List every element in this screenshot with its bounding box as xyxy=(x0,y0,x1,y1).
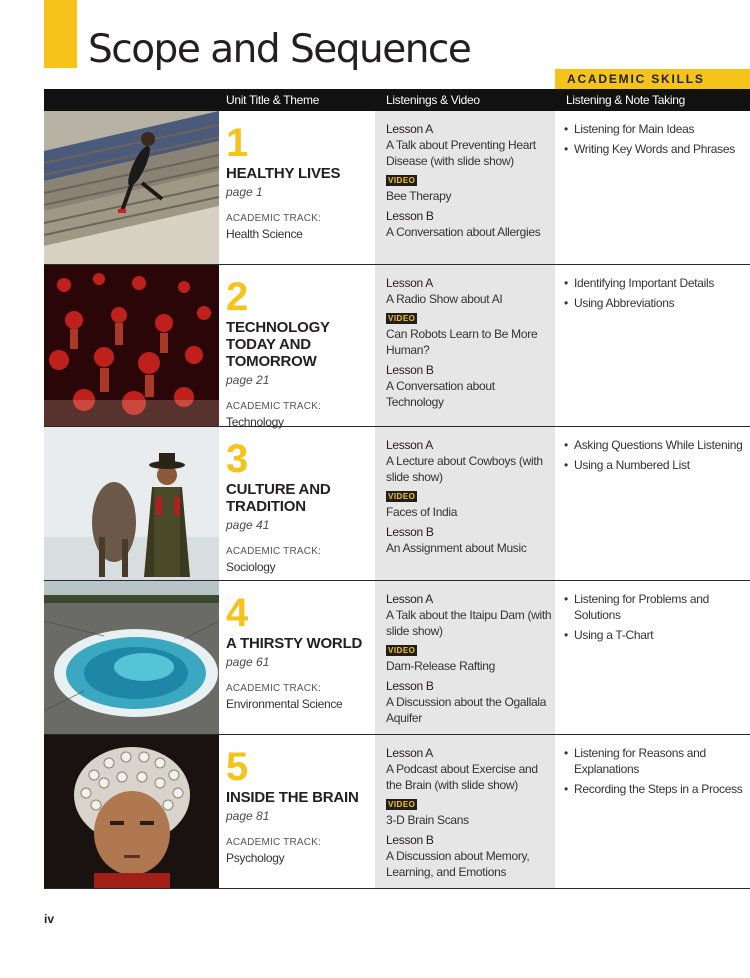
video-tag: VIDEO xyxy=(388,800,416,809)
lesson-b-text: A Discussion about the Ogallala Aquifer xyxy=(386,695,547,725)
unit-page-link[interactable]: page 61 xyxy=(226,655,270,669)
unit-4-skills xyxy=(564,581,744,647)
unit-number: 2 xyxy=(226,275,249,319)
unit-1-photo xyxy=(44,111,219,264)
unit-number: 4 xyxy=(226,591,249,635)
lesson-a-text: A Radio Show about AI xyxy=(386,292,503,306)
column-header-skills: Listening & Note Taking xyxy=(566,93,685,107)
lesson-b-heading: Lesson B xyxy=(386,363,434,377)
unit-2-listenings xyxy=(375,265,555,426)
unit-2-photo xyxy=(44,265,219,426)
video-title: 3-D Brain Scans xyxy=(386,813,469,827)
unit-page-link[interactable]: page 1 xyxy=(226,185,263,199)
lesson-b-text: An Assignment about Music xyxy=(386,541,527,555)
column-header-listening: Listenings & Video xyxy=(386,93,480,107)
lesson-b-text: A Conversation about Technology xyxy=(386,379,495,409)
lesson-a-heading: Lesson A xyxy=(386,438,433,452)
unit-row-5 xyxy=(44,735,750,889)
unit-row-3 xyxy=(44,427,750,581)
academic-track-label: ACADEMIC TRACK: xyxy=(226,546,322,557)
unit-3-skills xyxy=(564,427,744,477)
skill-item: • Listening for Reasons and Explanations xyxy=(564,746,706,776)
lesson-a-heading: Lesson A xyxy=(386,276,433,290)
video-tag: VIDEO xyxy=(388,176,416,185)
academic-track-label: ACADEMIC TRACK: xyxy=(226,213,322,224)
table-header xyxy=(44,89,750,111)
skill-item: • Using Abbreviations xyxy=(564,296,675,310)
lesson-b-heading: Lesson B xyxy=(386,679,434,693)
page-title: Scope and Sequence xyxy=(88,27,471,72)
video-title: Can Robots Learn to Be More Human? xyxy=(386,327,538,357)
skill-item: • Writing Key Words and Phrases xyxy=(564,142,735,156)
video-title: Bee Therapy xyxy=(386,189,452,203)
unit-title: TECHNOLOGY TODAY AND TOMORROW xyxy=(226,319,330,370)
video-title: Dam-Release Rafting xyxy=(386,659,496,673)
unit-1-skills xyxy=(564,111,744,161)
title-accent-bar xyxy=(44,0,77,68)
skill-item: • Identifying Important Details xyxy=(564,276,715,290)
video-tag: VIDEO xyxy=(388,492,416,501)
academic-track-label: ACADEMIC TRACK: xyxy=(226,401,322,412)
skill-item: • Recording the Steps in a Process xyxy=(564,782,743,796)
skill-item: • Asking Questions While Listening xyxy=(564,438,743,452)
unit-row-1 xyxy=(44,111,750,265)
unit-3-listenings xyxy=(375,427,555,580)
unit-row-4 xyxy=(44,581,750,735)
lesson-b-text: A Discussion about Memory, Learning, and Emotions xyxy=(386,849,530,879)
unit-2-skills xyxy=(564,265,744,315)
academic-track-label: ACADEMIC TRACK: xyxy=(226,683,322,694)
video-tag: VIDEO xyxy=(388,314,416,323)
academic-track-value: Environmental Science xyxy=(226,697,343,711)
unit-number: 3 xyxy=(226,437,249,481)
unit-title: CULTURE AND TRADITION xyxy=(226,481,331,515)
unit-5-photo xyxy=(44,735,219,888)
unit-1-listenings xyxy=(375,111,555,264)
unit-page-link[interactable]: page 41 xyxy=(226,518,270,532)
video-tag: VIDEO xyxy=(388,646,416,655)
unit-5-listenings xyxy=(375,735,555,888)
lesson-b-heading: Lesson B xyxy=(386,209,434,223)
unit-4-listenings xyxy=(375,581,555,734)
column-header-unit: Unit Title & Theme xyxy=(226,93,320,107)
page-number: iv xyxy=(44,912,55,926)
unit-page-link[interactable]: page 81 xyxy=(226,809,270,823)
lesson-a-text: A Talk about the Itaipu Dam (with slide show) xyxy=(386,608,552,638)
unit-4-photo xyxy=(44,581,219,734)
unit-3-photo xyxy=(44,427,219,580)
lesson-a-heading: Lesson A xyxy=(386,746,433,760)
lesson-a-heading: Lesson A xyxy=(386,592,433,606)
unit-number: 5 xyxy=(226,745,249,789)
unit-number: 1 xyxy=(226,121,249,165)
academic-skills-banner: ACADEMIC SKILLS xyxy=(555,69,750,89)
skill-item: • Using a T-Chart xyxy=(564,628,654,642)
unit-5-skills xyxy=(564,735,744,801)
lesson-a-heading: Lesson A xyxy=(386,122,433,136)
skill-item: • Listening for Problems and Solutions xyxy=(564,592,709,622)
academic-track-value: Health Science xyxy=(226,227,303,241)
academic-track-value: Psychology xyxy=(226,851,285,865)
unit-title: HEALTHY LIVES xyxy=(226,165,341,182)
academic-track-value: Sociology xyxy=(226,560,276,574)
unit-title: INSIDE THE BRAIN xyxy=(226,789,359,806)
lesson-a-text: A Lecture about Cowboys (with slide show) xyxy=(386,454,543,484)
skill-item: • Using a Numbered List xyxy=(564,458,690,472)
unit-page-link[interactable]: page 21 xyxy=(226,373,270,387)
lesson-b-heading: Lesson B xyxy=(386,833,434,847)
video-title: Faces of India xyxy=(386,505,458,519)
unit-row-2 xyxy=(44,265,750,427)
unit-title: A THIRSTY WORLD xyxy=(226,635,363,652)
lesson-a-text: A Talk about Preventing Heart Disease (with slide show) xyxy=(386,138,536,168)
academic-track-label: ACADEMIC TRACK: xyxy=(226,837,322,848)
lesson-b-heading: Lesson B xyxy=(386,525,434,539)
lesson-a-text: A Podcast about Exercise and the Brain (with slide show) xyxy=(386,762,538,792)
lesson-b-text: A Conversation about Allergies xyxy=(386,225,541,239)
academic-track-value: Technology xyxy=(226,415,284,429)
skill-item: • Listening for Main Ideas xyxy=(564,122,695,136)
